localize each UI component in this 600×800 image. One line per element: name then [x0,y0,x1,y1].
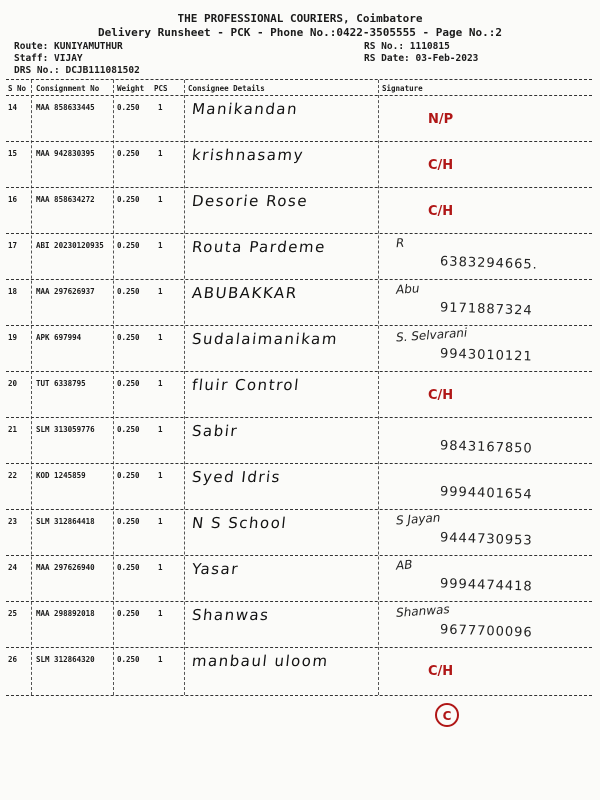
signature-scribble: AB [395,557,413,573]
row-pcs: 1 [158,333,163,342]
row-pcs: 1 [158,287,163,296]
row-weight: 0.250 [117,425,140,434]
route-label: Route: KUNIYAMUTHUR [14,41,123,52]
row-sno: 18 [8,287,18,296]
row-separator [6,555,592,556]
row-sno: 23 [8,517,18,526]
row-consignment: MAA 297626940 [36,563,95,572]
row-consignment: MAA 858633445 [36,103,95,112]
col-signature: Signature [382,84,423,93]
row-weight: 0.250 [117,471,140,480]
consignee-handwriting: Desorie Rose [191,192,310,210]
signature-status: C/H [428,158,454,173]
row-sno: 14 [8,103,18,112]
row-sno: 19 [8,333,18,342]
consignee-handwriting: Syed Idris [191,468,282,486]
column-divider [31,80,32,695]
row-separator [6,233,592,234]
row-consignment: APK 697994 [36,333,82,342]
row-weight: 0.250 [117,379,140,388]
signature-scribble: S. Selvarani [395,325,468,345]
row-sno: 24 [8,563,18,572]
row-pcs: 1 [158,425,163,434]
receiver-phone: 9444730953 [439,530,533,549]
row-separator [6,279,592,280]
consignee-handwriting: krishnasamy [191,146,305,164]
signature-scribble: R [395,235,405,251]
drs-number: DRS No.: DCJB111081502 [14,65,140,76]
row-sno: 17 [8,241,18,250]
receiver-phone: 9171887324 [439,300,533,319]
row-pcs: 1 [158,149,163,158]
row-separator [6,141,592,142]
receiver-phone: 9843167850 [439,438,533,457]
consignee-handwriting: fluir Control [191,376,301,394]
row-pcs: 1 [158,103,163,112]
row-weight: 0.250 [117,241,140,250]
receiver-phone: 9943010121 [439,346,533,365]
row-consignment: MAA 298892018 [36,609,95,618]
col-consignment: Consignment No [36,84,100,93]
header-bottom-rule [6,95,592,96]
signature-scribble: Shanwas [395,602,451,620]
receiver-phone: 9994474418 [439,576,533,595]
row-separator [6,647,592,648]
row-separator [6,417,592,418]
consignee-handwriting: Sabir [191,422,240,440]
row-weight: 0.250 [117,333,140,342]
row-weight: 0.250 [117,103,140,112]
column-divider [378,80,379,695]
rs-date: RS Date: 03-Feb-2023 [364,53,479,64]
row-separator [6,463,592,464]
consignee-handwriting: ABUBAKKAR [191,284,299,302]
row-pcs: 1 [158,379,163,388]
stamp-mark: C [442,709,452,723]
row-separator [6,371,592,372]
row-weight: 0.250 [117,517,140,526]
consignee-handwriting: Manikandan [191,100,300,118]
row-sno: 15 [8,149,18,158]
table-top-rule [6,79,592,80]
signature-status: C/H [428,388,454,403]
row-consignment: KOD 1245859 [36,471,86,480]
row-weight: 0.250 [117,287,140,296]
row-consignment: SLM 313059776 [36,425,95,434]
row-sno: 25 [8,609,18,618]
col-sno: S No [8,84,27,93]
consignee-handwriting: N S School [191,514,289,532]
row-pcs: 1 [158,471,163,480]
consignee-handwriting: Shanwas [191,606,271,624]
signature-status: N/P [428,112,454,127]
row-weight: 0.250 [117,149,140,158]
col-weight: Weight [117,84,145,93]
row-consignment: MAA 858634272 [36,195,95,204]
row-consignment: MAA 297626937 [36,287,95,296]
row-consignment: SLM 312864320 [36,655,95,664]
row-sno: 22 [8,471,18,480]
courier-stamp [432,700,462,730]
receiver-phone: 6383294665. [439,254,539,273]
signature-scribble: S Jayan [395,510,441,528]
row-sno: 16 [8,195,18,204]
signature-status: C/H [428,664,454,679]
company-title: THE PROFESSIONAL COURIERS, Coimbatore [177,12,423,25]
receiver-phone: 9677700096 [439,622,533,641]
signature-scribble: Abu [395,281,420,297]
row-weight: 0.250 [117,563,140,572]
row-consignment: SLM 312864418 [36,517,95,526]
col-consignee: Consignee Details [188,84,265,93]
col-pcs: PCS [154,84,168,93]
row-sno: 20 [8,379,18,388]
row-sno: 21 [8,425,18,434]
table-bottom-rule [6,695,592,696]
row-pcs: 1 [158,517,163,526]
rs-number: RS No.: 1110815 [364,41,450,52]
row-separator [6,601,592,602]
consignee-handwriting: manbaul uloom [191,652,330,670]
column-divider [113,80,114,695]
row-pcs: 1 [158,195,163,204]
row-separator [6,325,592,326]
row-weight: 0.250 [117,655,140,664]
column-divider [184,80,185,695]
row-sno: 26 [8,655,18,664]
row-pcs: 1 [158,655,163,664]
row-weight: 0.250 [117,195,140,204]
consignee-handwriting: Routa Pardeme [191,238,327,256]
consignee-handwriting: Sudalaimanikam [191,330,339,348]
signature-status: C/H [428,204,454,219]
row-pcs: 1 [158,563,163,572]
row-consignment: MAA 942830395 [36,149,95,158]
row-consignment: TUT 6338795 [36,379,86,388]
row-separator [6,187,592,188]
row-separator [6,509,592,510]
row-weight: 0.250 [117,609,140,618]
consignee-handwriting: Yasar [191,560,240,578]
row-pcs: 1 [158,241,163,250]
row-consignment: ABI 20230120935 [36,241,104,250]
staff-label: Staff: VIJAY [14,53,83,64]
runsheet-subtitle: Delivery Runsheet - PCK - Phone No.:0422-3505555 - Page No.:2 [98,26,502,39]
row-pcs: 1 [158,609,163,618]
receiver-phone: 9994401654 [439,484,533,503]
